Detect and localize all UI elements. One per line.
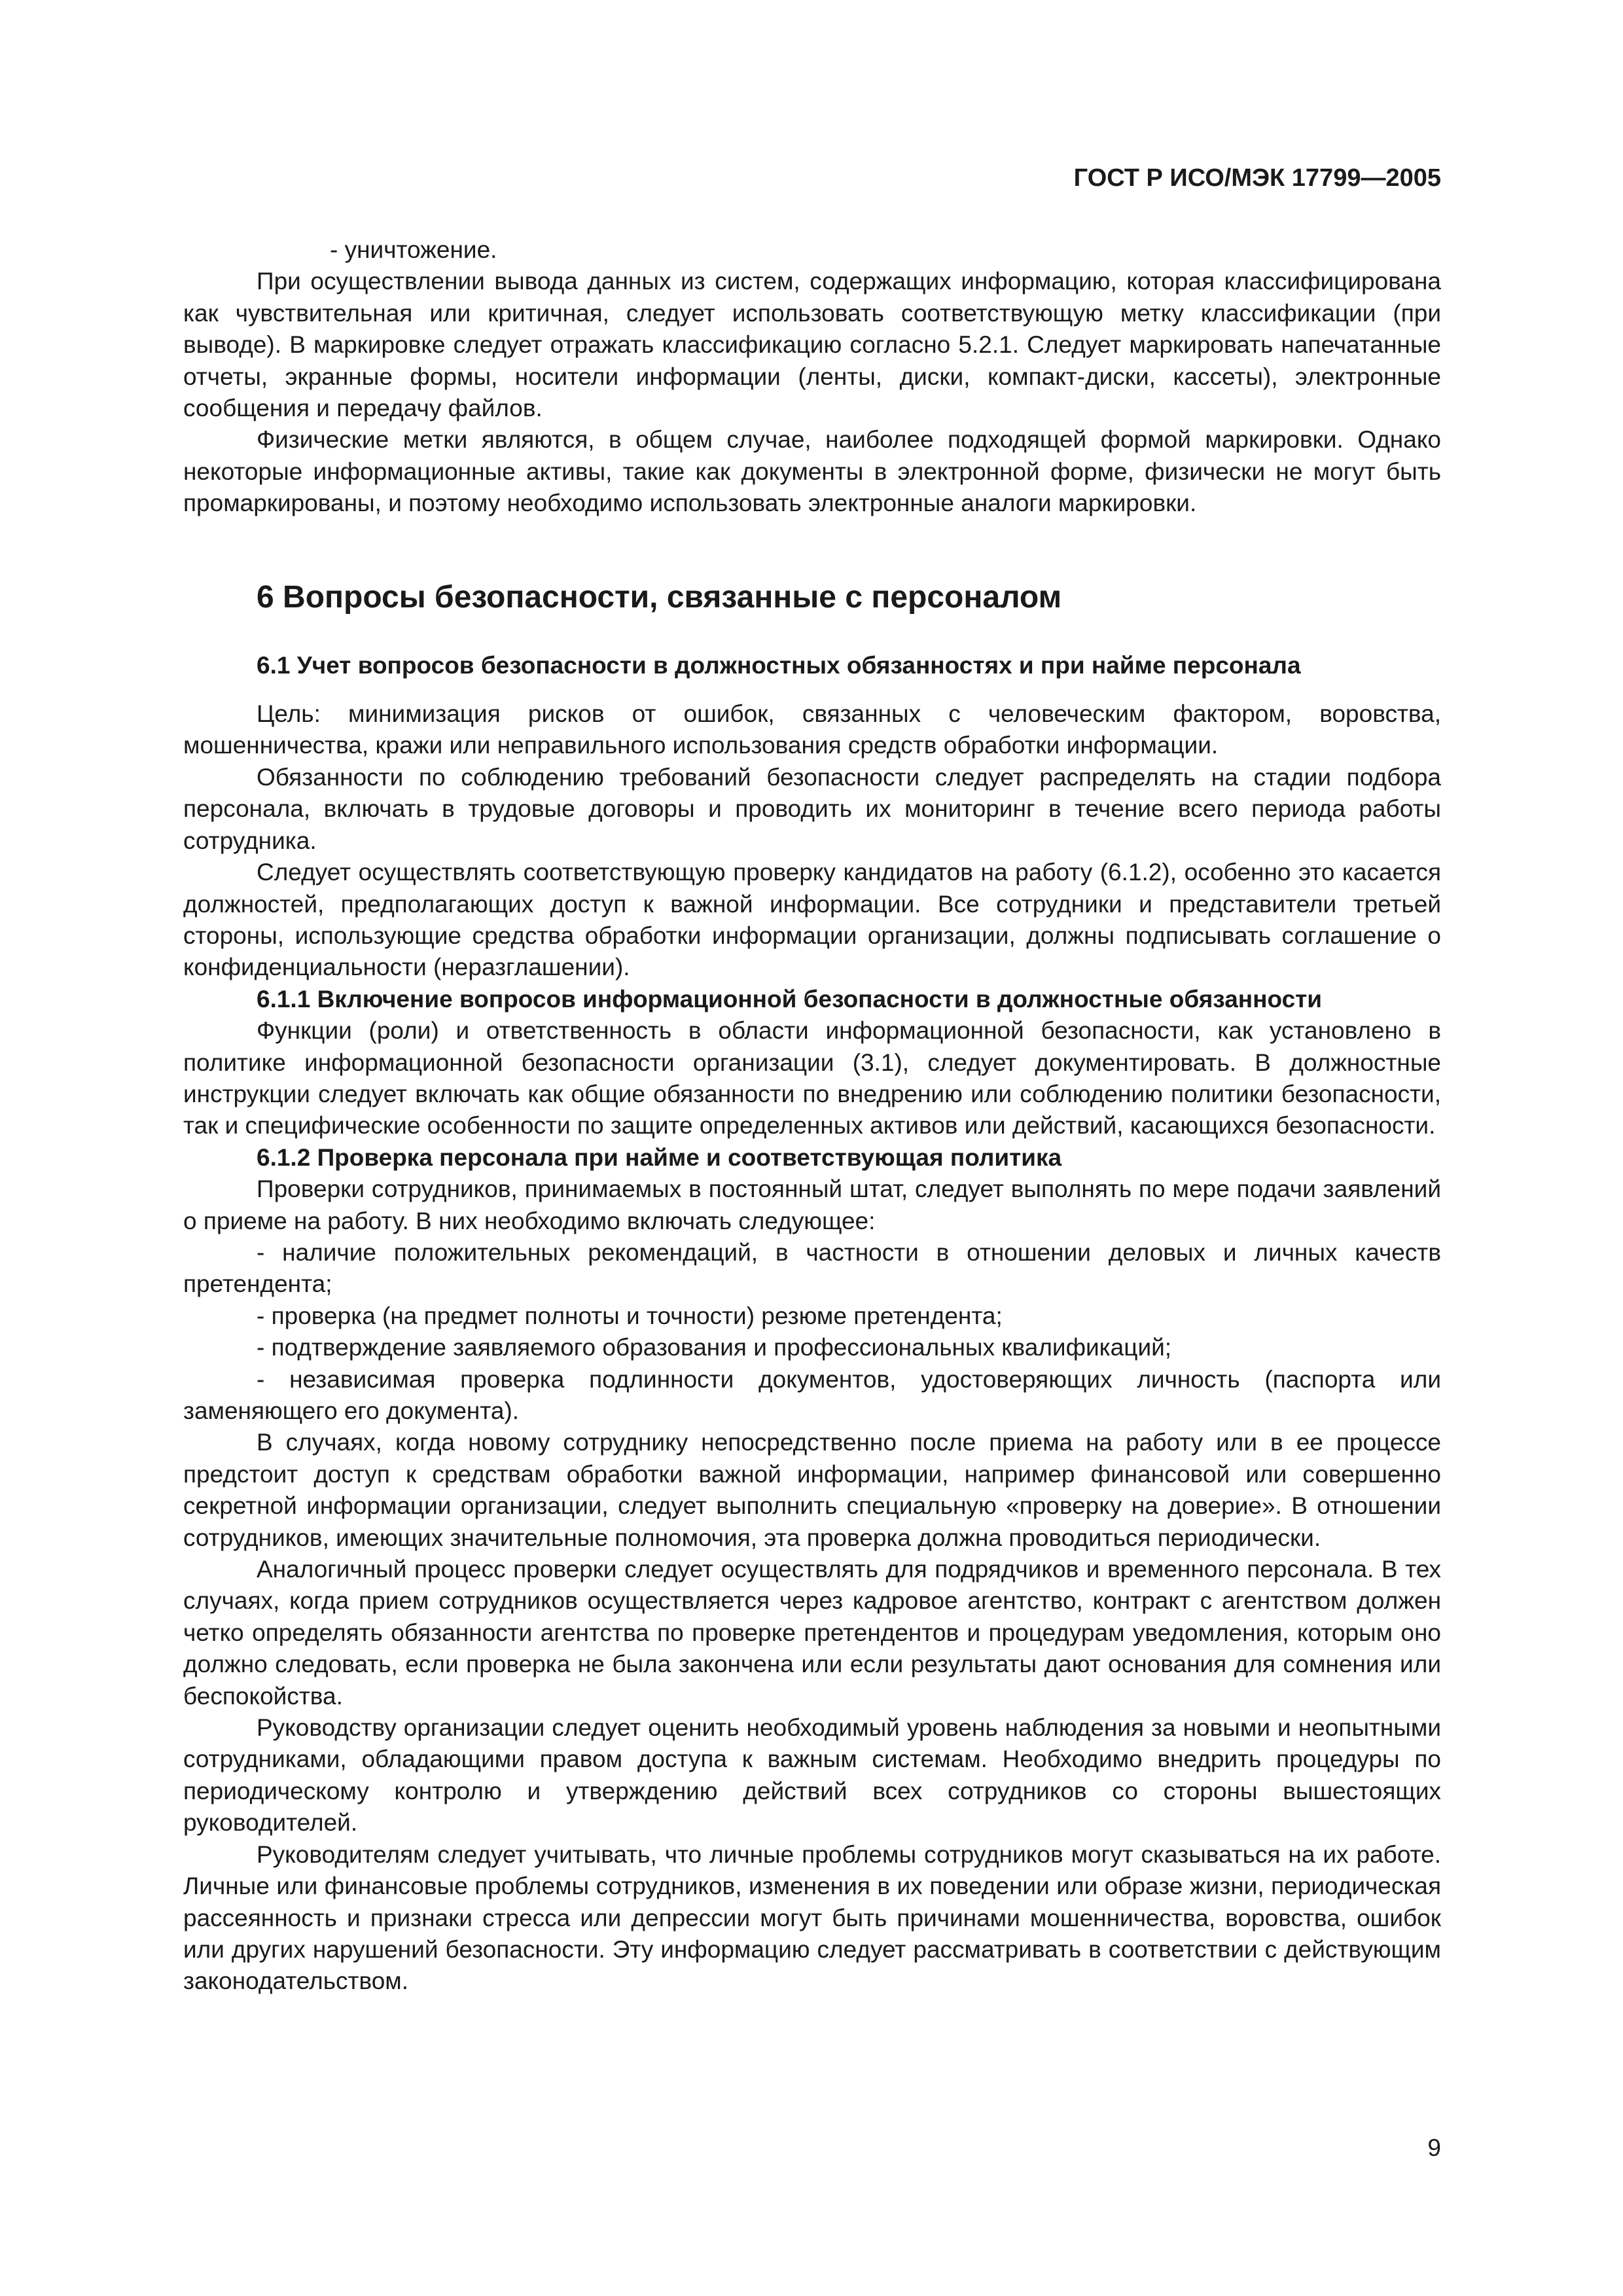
paragraph-physical-labels: Физические метки являются, в общем случае, наиболее подходящей формой маркировки. Однако некоторые информационные активы, такие как документы в электронной форме, физически не могут быть промаркированы, и поэтому необходимо использовать электронные аналоги маркировки. — [183, 426, 1441, 517]
list-item — [183, 1300, 1441, 1332]
page-content — [183, 234, 1441, 1998]
paragraph — [183, 424, 1441, 519]
paragraph — [183, 1015, 1441, 1142]
paragraph — [183, 698, 1441, 762]
list-item — [183, 1332, 1441, 1363]
paragraph-trust-check: В случаях, когда новому сотруднику непосредственно после приема на работу или в ее процессе предстоит доступ к средствам обработки важной информации, например финансовой или совершенно секретной информации организации, следует выполнить специальную «проверку на доверие». В отношении сотрудников, имеющих значительные полномочия, эта проверка должна проводиться периодически. — [183, 1429, 1441, 1551]
paragraph — [183, 762, 1441, 857]
paragraph-goal: Цель: минимизация рисков от ошибок, связанных с человеческим фактором, воровства, мошенничества, кражи или неправильного использования средств обработки информации. — [183, 700, 1441, 759]
list-item-resume-check: - проверка (на предмет полноты и точности) резюме претендента; — [257, 1302, 1003, 1329]
paragraph-roles-responsibility: Функции (роли) и ответственность в области информационной безопасности, как установлено в политике информационной безопасности организации (3.1), следует документировать. В должностные инструкции следует включать как общие обязанности по внедрению или соблюдению политики безопасности, так и специфические особенности по защите определенных активов или действий, касающихся безопасности. — [183, 1017, 1441, 1139]
page-number: 9 — [1427, 2134, 1441, 2161]
paragraph-management-oversight: Руководству организации следует оценить необходимый уровень наблюдения за новыми и неопытными сотрудниками, обладающими правом доступа к важным системам. Необходимо внедрить процедуры по периодическому контролю и утверждению действий всех сотрудников со стороны вышестоящих руководителей. — [183, 1714, 1441, 1837]
paragraph — [183, 1839, 1441, 1998]
document-code-header: ГОСТ Р ИСО/МЭК 17799—2005 — [1073, 164, 1441, 192]
paragraph-candidate-check: Следует осуществлять соответствующую проверку кандидатов на работу (6.1.2), особенно это касается должностей, предполагающих доступ к важной информации. Все сотрудники и представители третьей стороны, использующие средства обработки информации организации, должны подписывать соглашение о конфиденциальности (неразглашении). — [183, 859, 1441, 981]
list-item-recommendations: - наличие положительных рекомендаций, в частности в отношении деловых и личных качеств претендента; — [183, 1238, 1441, 1298]
paragraph-duties: Обязанности по соблюдению требований безопасности следует распределять на стадии подбора персонала, включать в трудовые договоры и проводить их мониторинг в течение всего периода работы сотрудника. — [183, 763, 1441, 854]
intro-destroy-item: - уничтожение. — [330, 236, 497, 263]
list-item-education-confirmation: - подтверждение заявляемого образования и профессиональных квалификаций; — [257, 1334, 1172, 1361]
paragraph — [183, 266, 1441, 424]
paragraph — [183, 1174, 1441, 1237]
paragraph-output-marking: При осуществлении вывода данных из систем, содержащих информацию, которая классифицирована как чувствительная или критичная, следует использовать соответствующую метку классификации (при выводе). В маркировке следует отражать классификацию согласно 5.2.1. Следует маркировать напечатанные отчеты, экранные формы, носители информации (ленты, диски, компакт-диски, кассеты), электронные сообщения и передачу файлов. — [183, 268, 1441, 422]
paragraph — [183, 1712, 1441, 1839]
list-item — [183, 1237, 1441, 1300]
list-item — [183, 234, 1441, 266]
section-6-1-2-heading: 6.1.2 Проверка персонала при найме и соответствующая политика — [257, 1143, 1062, 1171]
section-6-1-heading: 6.1 Учет вопросов безопасности в должностных обязанностях и при найме персонала — [257, 651, 1301, 679]
paragraph — [183, 1554, 1441, 1712]
paragraph — [183, 1427, 1441, 1554]
paragraph-screening-intro: Проверки сотрудников, принимаемых в постоянный штат, следует выполнять по мере подачи заявлений о приеме на работу. В них необходимо включать следующее: — [183, 1175, 1441, 1234]
section-6-heading: 6 Вопросы безопасности, связанные с персоналом — [257, 579, 1062, 615]
list-item — [183, 1364, 1441, 1427]
list-item-identity-verification: - независимая проверка подлинности документов, удостоверяющих личность (паспорта или заменяющего его документа). — [183, 1365, 1441, 1424]
paragraph-personal-problems: Руководителям следует учитывать, что личные проблемы сотрудников могут сказываться на их работе. Личные или финансовые проблемы сотрудников, изменения в их поведении или образе жизни, периодическая рассеянность и признаки стресса или депрессии могут быть причинами мошенничества, воровства, ошибок или других нарушений безопасности. Эту информацию следует рассматривать в соответствии с действующим законодательством. — [183, 1840, 1441, 1995]
section-6-1-1-heading: 6.1.1 Включение вопросов информационной безопасности в должностные обязанности — [257, 985, 1323, 1013]
paragraph-contractors: Аналогичный процесс проверки следует осуществлять для подрядчиков и временного персонала. В тех случаях, когда прием сотрудников осуществляется через кадровое агентство, контракт с агентством должен четко определять обязанности агентства по проверке претендентов и процедурам уведомления, которым оно должно следовать, если проверка не была закончена или если результаты дают основания для сомнения или беспокойства. — [183, 1556, 1441, 1710]
paragraph — [183, 857, 1441, 984]
